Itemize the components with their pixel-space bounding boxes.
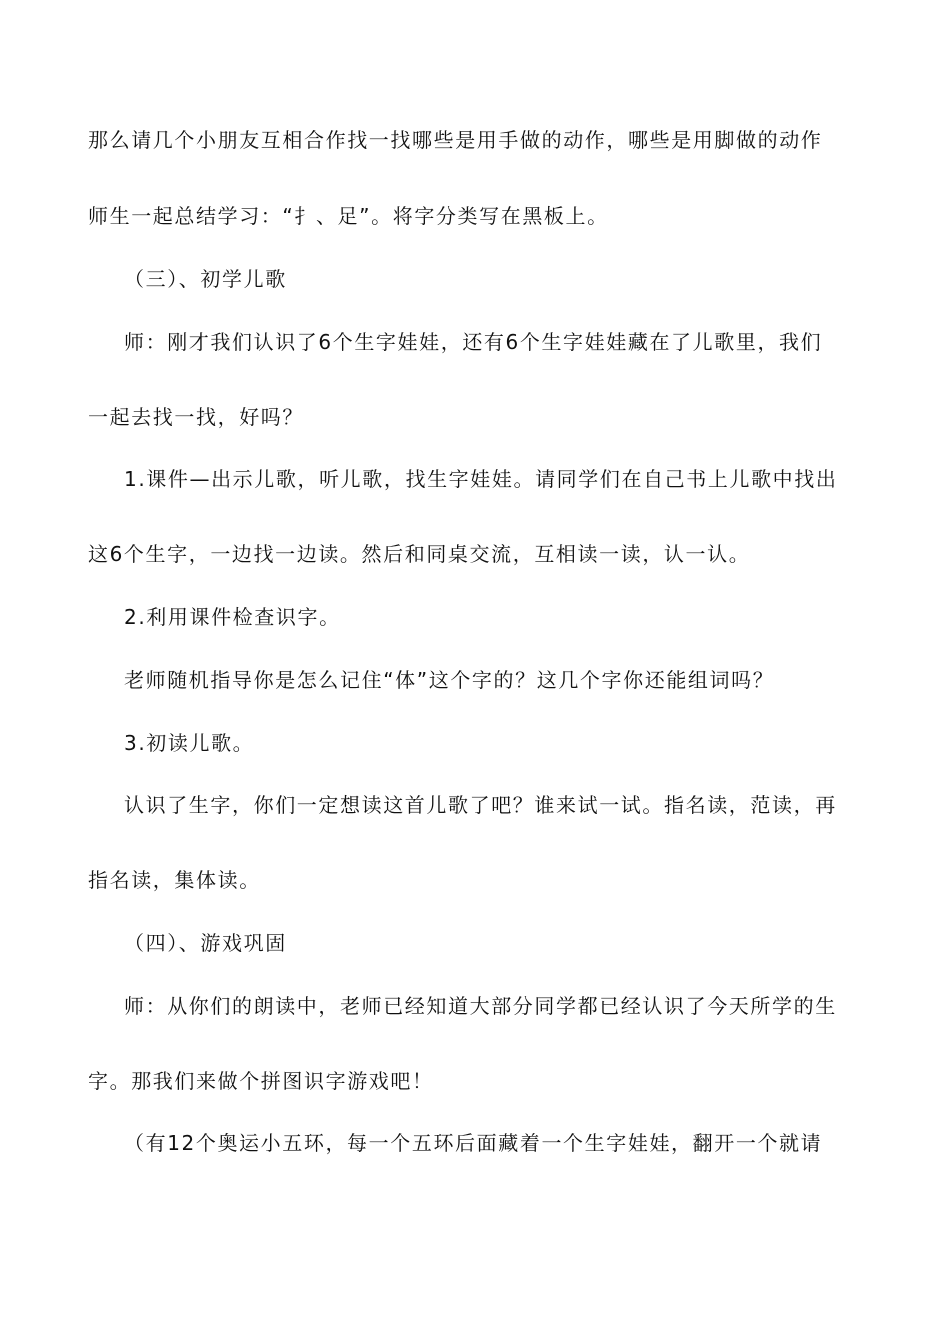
- paragraph-line-6: 1.课件—出示儿歌，听儿歌，找生字娃娃。请同学们在自己书上儿歌中找出: [124, 467, 838, 491]
- paragraph-line-9: 老师随机指导你是怎么记住“体”这个字的？这几个字你还能组词吗？: [124, 668, 775, 692]
- section-heading-3: （三）、初学儿歌: [124, 267, 287, 291]
- paragraph-line-15: 字。那我们来做个拼图识字游戏吧！: [88, 1069, 434, 1093]
- paragraph-line-11: 认识了生字，你们一定想读这首儿歌了吧？谁来试一试。指名读，范读，再: [124, 793, 837, 817]
- paragraph-line-2: 师生一起总结学习：“扌、足”。将字分类写在黑板上。: [88, 204, 609, 228]
- paragraph-line-1: 那么请几个小朋友互相合作找一找哪些是用手做的动作，哪些是用脚做的动作: [88, 128, 823, 152]
- paragraph-line-16: （有12个奥运小五环，每一个五环后面藏着一个生字娃娃，翻开一个就请: [124, 1131, 823, 1155]
- paragraph-line-12: 指名读，集体读。: [88, 868, 261, 892]
- paragraph-line-7: 这6个生字，一边找一边读。然后和同桌交流，互相读一读，认一认。: [88, 542, 751, 566]
- paragraph-line-5: 一起去找一找，好吗？: [88, 405, 304, 429]
- section-heading-13: （四）、游戏巩固: [124, 931, 287, 955]
- paragraph-line-14: 师：从你们的朗读中，老师已经知道大部分同学都已经认识了今天所学的生: [124, 994, 837, 1018]
- paragraph-line-8: 2.利用课件检查识字。: [124, 605, 341, 629]
- paragraph-line-4: 师：刚才我们认识了6个生字娃娃，还有6个生字娃娃藏在了儿歌里，我们: [124, 330, 823, 354]
- paragraph-line-10: 3.初读儿歌。: [124, 731, 255, 755]
